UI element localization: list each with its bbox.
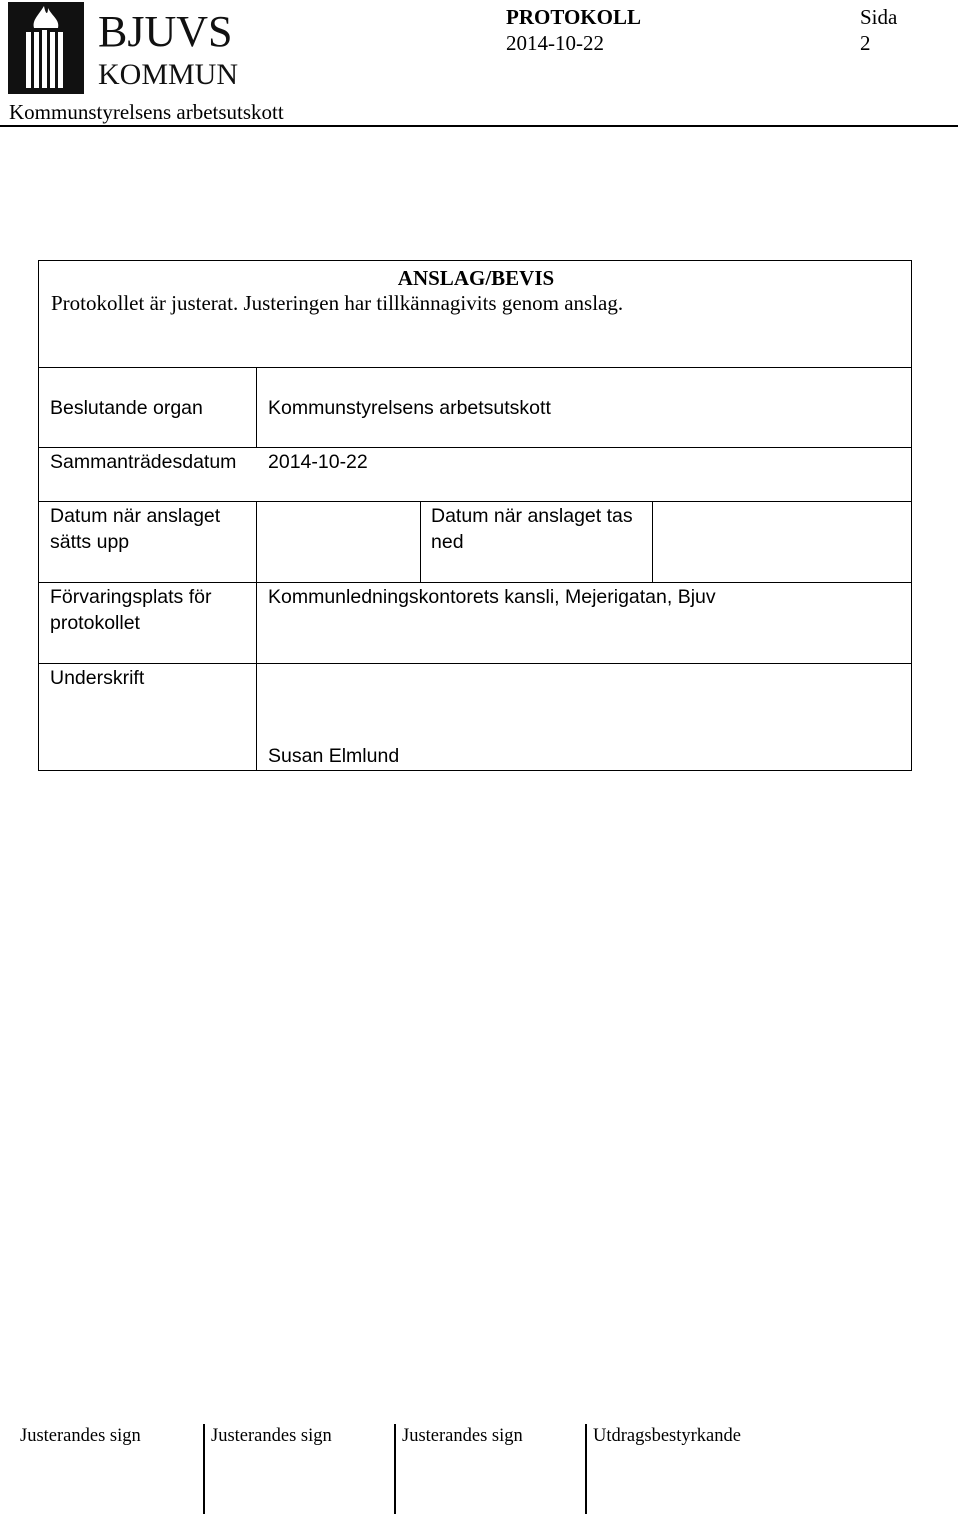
removed-date-value-cell — [652, 501, 912, 583]
meeting-date-value: 2014-10-22 — [268, 451, 368, 473]
organ-label: Beslutande organ — [50, 397, 203, 419]
signature-value-cell — [256, 663, 912, 771]
meeting-date-label: Sammanträdesdatum — [50, 451, 237, 473]
removed-date-label-line2: ned — [431, 531, 464, 553]
footer-sign-3: Justerandes sign — [402, 1426, 523, 1446]
logo-text-bjuvs: BJUVS — [98, 7, 233, 56]
organization-name: Kommunstyrelsens arbetsutskott — [9, 100, 284, 124]
anslag-statement: Protokollet är justerat. Justeringen har tillkännagivits genom anslag. — [51, 291, 624, 315]
posted-date-label-line1: Datum när anslaget — [50, 505, 221, 527]
signature-label-cell — [38, 663, 257, 771]
storage-label-cell — [38, 582, 257, 664]
footer-divider-1 — [203, 1424, 205, 1514]
storage-value-cell — [256, 582, 912, 664]
document-date: 2014-10-22 — [506, 31, 604, 55]
footer-divider-3 — [585, 1424, 587, 1514]
storage-label-line1: Förvaringsplats för — [50, 586, 212, 608]
bjuvs-kommun-logo — [8, 2, 248, 96]
anslag-header-box — [38, 260, 912, 368]
removed-date-label-cell — [420, 501, 653, 583]
signature-name: Susan Elmlund — [268, 745, 400, 767]
footer-divider-2 — [394, 1424, 396, 1514]
removed-date-label-line1: Datum när anslaget tas — [431, 505, 633, 527]
posted-date-label-cell — [38, 501, 257, 583]
footer-sign-2: Justerandes sign — [211, 1426, 332, 1446]
header-divider — [0, 125, 958, 127]
page-label: Sida — [860, 5, 898, 29]
logo-text-kommun: KOMMUN — [98, 58, 239, 91]
meeting-date-row — [38, 447, 912, 502]
footer-sign-4: Utdragsbestyrkande — [593, 1426, 741, 1446]
document-type: PROTOKOLL — [506, 5, 641, 29]
page-number: 2 — [860, 31, 871, 55]
anslag-title: ANSLAG/BEVIS — [397, 266, 555, 290]
posted-date-label-line2: sätts upp — [50, 531, 130, 553]
organ-value: Kommunstyrelsens arbetsutskott — [268, 397, 551, 419]
storage-value: Kommunledningskontorets kansli, Mejerigatan, Bjuv — [268, 586, 716, 608]
organ-label-cell — [38, 367, 257, 448]
footer-sign-1: Justerandes sign — [20, 1426, 141, 1446]
posted-date-value-cell — [256, 501, 421, 583]
storage-label-line2: protokollet — [50, 612, 140, 634]
organ-value-cell — [256, 367, 912, 448]
signature-label: Underskrift — [50, 667, 145, 689]
